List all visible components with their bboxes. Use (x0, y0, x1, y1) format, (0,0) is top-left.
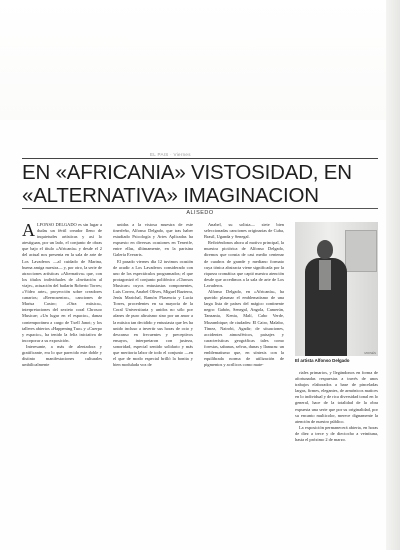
headline (22, 161, 378, 207)
paragraph: Anabel, su solista— siete bien seleccionadas canciones originarias de Cuba, Brasil, Uganda y Senegal. (204, 222, 284, 240)
top-rule (22, 158, 378, 159)
article-column-4 (295, 370, 378, 443)
article-column-1 (22, 222, 102, 368)
photo-credit: MOISÉS (364, 351, 376, 355)
artist-photo (295, 222, 378, 356)
headline-line-1: EN «AFRICANIA» VISTOSIDAD, EN (22, 161, 352, 184)
article-body (22, 222, 378, 522)
paragraph-text: LFONSO DELGADO es sin lugar a dudas un fértil creador lleno de inquietudes artísticas y así lo atestiguan, por un lado, el conjunto de obras que bajo el título «Africanía» y desde el 2 del actual nos presenta en la sala de arte de Los Lavaderos —al cuidado de Marina, buena amiga nuestra— y, por otro, la serie de atracciones artísticas «Alternativa» que, con los títulos individuales de «Invitación al viaje», actuación del bailarín Roberto Torres; «Vídeo arte», proyección sobre creadores canarios; «Reencuentro», canciones de Marisa Castro; «Otra música», interpretaciones del sexteto coral Chrosoo Musicae; «Un lugar en el espacio», danza contemporánea a cargo de Txell Janot; y los talleres abiertos «Happening Tuo» y «Cuerpo y espacio», ha tenido la feliz iniciativa de incorporar a su exposición. (22, 222, 102, 343)
paragraph: riales primarios, y llegándonos en forma de afortunadas respuestas a través de unos trabajos elaborados a base de pinceladas largas, firmes, elegantes, de armónicos matices en lo individual y de rica diversidad tonal en lo general, hace de la totalidad de la obra expuesta una serie que por su originalidad, por su encanto multicolor, merece dignamente la atención de nuestro público. (295, 370, 378, 424)
byline: ALISEDO (186, 210, 214, 216)
paragraph: unidas a la vistosa muestra de este tinerfeño, Alfonso Delgado, que tras haber estudiado Psicología y Artes Aplicadas ha expuesto en diversas ocasiones en Tenerife, entre ellas, últimamente, en la parisina Galería Everarts. (113, 222, 193, 258)
paragraph (22, 222, 102, 344)
artist-head (317, 240, 333, 259)
source-line: EL PAIS · Viernes (150, 152, 191, 157)
artist-shirt (319, 260, 331, 290)
paragraph: El pasado viernes día 12 tuvimos ocasión de acudir a Los Lavaderos considerado con uno de los espectáculos programados; el que protagonizó el conjunto polifónico «Chrosos Musicae» cuyos entusiastas componentes, Luis Correa, Anabel Olives, Miguel Bazterra, Jesús Marichal, Ramón Plasencia y Lucía Torres, procedentes en su mayoría de la Coral Universitaria y unidos no sólo por afanes de puro altruismo sino por un amor a la música tan decidido y entusiasta que les ha unido incluso a invertir sus horas de ocio y descanso en frecuentes y preceptivos ensayos, interpretaron con justeza, sonoridad, especial sentido solidario y más que meritoria labor de todo el conjunto —en el que de modo especial brilló la bonita y bien modulada voz de (113, 258, 193, 368)
paragraph: Refiriéndonos ahora al motivo principal, la muestra pictórica de Alfonso Delgado, diremos que consta de casi medio centenar de cuadros de grande y mediano formato cuya tónica abstracta viene significada por la riqueza cromática que captó nuestra atención desde que accedimos a la sala de arte de Los Lavaderos. (204, 240, 284, 288)
paragraph: Interesante, a más de alentadora y gratificante, era lo que parecido este doble y distinto manifestaciones culturales umbilicalmente (22, 343, 102, 368)
blank-margin (0, 0, 400, 120)
drop-cap: A (22, 220, 35, 240)
paragraph: La exposición permanecerá abierta, en horas de diez a trece y de dieciocho a veintiuna, hasta el próximo 2 de marzo. (295, 424, 378, 443)
scan-edge-shadow (386, 0, 400, 550)
article-column-3 (204, 222, 284, 368)
photo-caption: El artista Alfonso Delgado (295, 358, 350, 363)
headline-line-2: «ALTERNATIVA» IMAGINACION (22, 184, 319, 207)
headline-rule (22, 208, 378, 209)
paragraph: Alfonso Delgado, en «Africanía», ha querido plasmar el emblematismo de una larga lista de países del mágico continente negro: Gabón, Senegal, Angola, Camerún, Tanzania, Kenia, Malí, Cabo Verde, Mozambique; de ciudades: El Cairo, Malabo, Tímez, Nairobi, Agadir; de situaciones, accidentes atmosféricos, paisajes y características geográficas tales como forestas, sabanas, selvas, dunas y llanuras: un emblematismo que, en síntesis con la equilibrada norma de utilización de pigmentos y acrílicos como mate- (204, 289, 284, 368)
painting-on-wall (345, 230, 377, 272)
article-column-2 (113, 222, 193, 368)
